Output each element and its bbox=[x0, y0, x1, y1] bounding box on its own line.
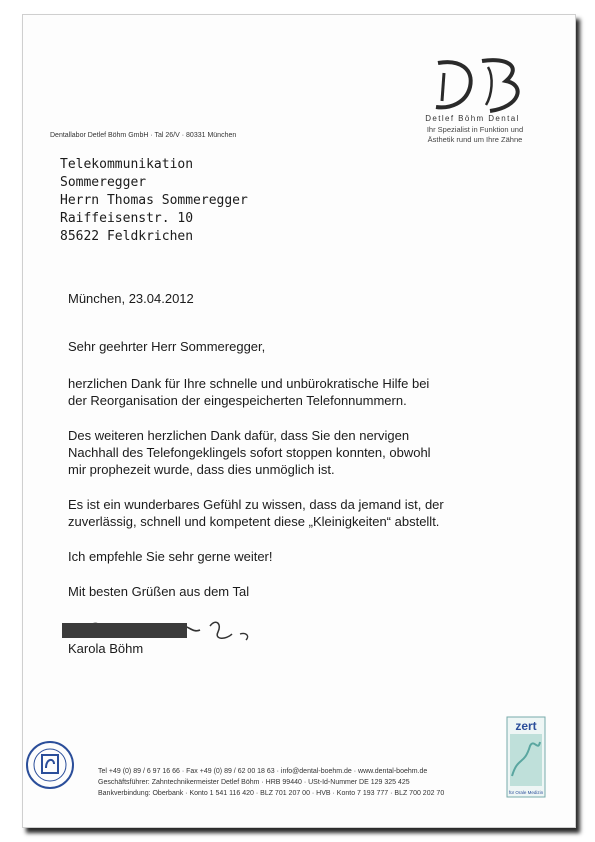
footer-contact: Tel +49 (0) 89 / 6 97 16 66 · Fax +49 (0) 89 / 62 00 18 63 · info@dental-boehm.de · www.dental-boehm.de bbox=[98, 768, 428, 775]
sender-address-line: Dentallabor Detlef Böhm GmbH · Tal 26/V · 80331 München bbox=[50, 132, 237, 139]
certification-badge bbox=[506, 716, 546, 798]
letter-footer bbox=[98, 766, 493, 799]
recipient-address bbox=[60, 156, 248, 246]
signatory-name: Karola Böhm bbox=[68, 641, 144, 656]
tagline-line-2: Ästhetik rund um Ihre Zähne bbox=[427, 135, 523, 144]
letter-date: München, 23.04.2012 bbox=[68, 291, 194, 306]
recipient-line-1: Telekommunikation bbox=[60, 157, 194, 172]
certification-logo-icon bbox=[506, 716, 546, 798]
recipient-line-2: Sommeregger bbox=[60, 175, 147, 190]
letter-body bbox=[68, 290, 538, 614]
quality-seal-icon bbox=[25, 740, 75, 790]
brand-tagline bbox=[400, 125, 550, 145]
cert-sub: für Orale Medizin bbox=[508, 790, 544, 795]
paragraph-4: Ich empfehle Sie sehr gerne weiter! bbox=[68, 549, 273, 564]
db-logo-icon bbox=[430, 55, 530, 117]
tagline-line-1: Ihr Spezialist in Funktion und bbox=[426, 125, 524, 134]
recipient-line-4: Raiffeisenstr. 10 bbox=[60, 211, 194, 226]
redaction-bar bbox=[62, 623, 187, 638]
closing-line: Mit besten Grüßen aus dem Tal bbox=[68, 584, 250, 599]
recipient-line-5: 85622 Feldkrichen bbox=[60, 229, 194, 244]
paragraph-2: Des weiteren herzlichen Dank dafür, dass Sie den nervigen Nachhall des Telefongeklingels sofort stoppen konnten, obwohl mir prophezeit wurde, dass dies unmöglich ist. bbox=[68, 428, 431, 477]
footer-bank: Bankverbindung: Oberbank · Konto 1 541 116 420 · BLZ 701 207 00 · HVB · Konto 7 193 777 · BLZ 700 202 70 bbox=[98, 790, 445, 797]
cert-label: zert bbox=[515, 719, 537, 733]
paragraph-1: herzlichen Dank für Ihre schnelle und unbürokratische Hilfe bei der Reorganisation der eingespeicherten Telefonnummern. bbox=[68, 376, 430, 408]
footer-management: Geschäftsführer: Zahntechnikermeister Detlef Böhm · HRB 99440 · USt-Id-Nummer DE 129 325 425 bbox=[98, 779, 410, 786]
recipient-line-3: Herrn Thomas Sommeregger bbox=[60, 193, 248, 208]
salutation: Sehr geehrter Herr Sommeregger, bbox=[68, 339, 266, 354]
brand-name: Detlef Böhm Dental bbox=[425, 114, 520, 123]
paragraph-3: Es ist ein wunderbares Gefühl zu wissen, dass da jemand ist, der zuverlässig, schnell und kompetent diese „Kleinigkeiten“ abstellt. bbox=[68, 497, 444, 529]
